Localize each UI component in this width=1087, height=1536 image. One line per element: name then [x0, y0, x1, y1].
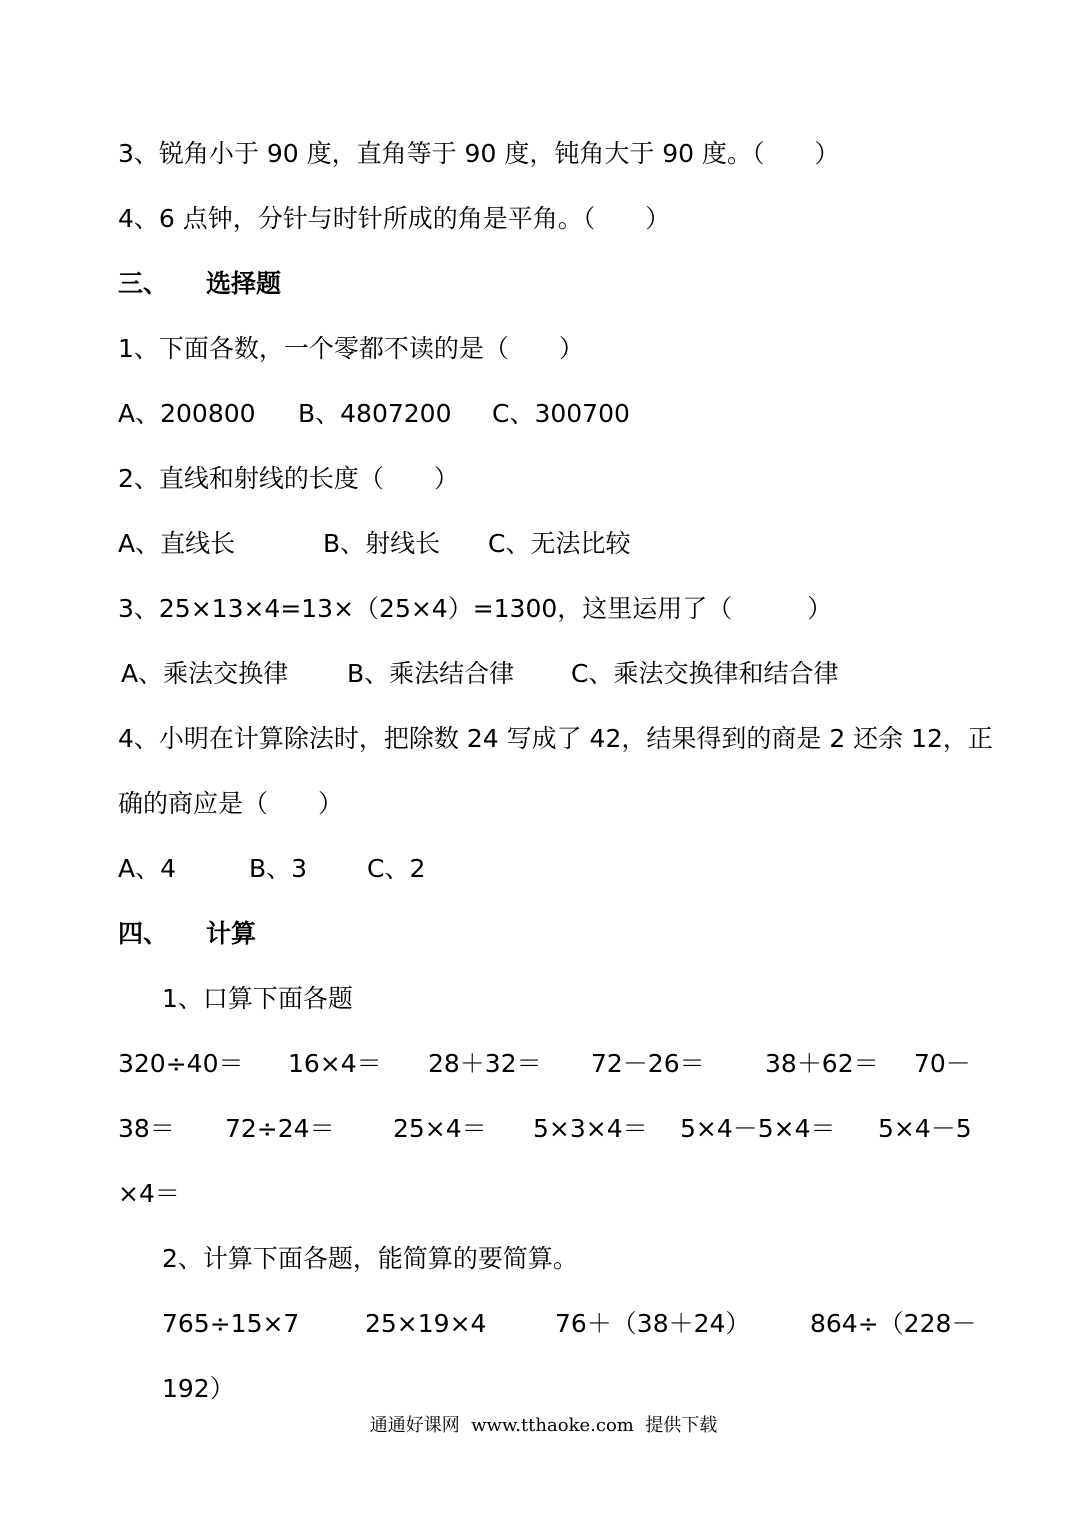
choice-q1-option-a: A、200800 — [118, 399, 256, 428]
choice-question-4-line2: 确的商应是（ ） — [118, 789, 344, 818]
choice-question-3: 3、25×13×4=13×（25×4）=1300，这里运用了（ ） — [118, 594, 833, 623]
choice-q2-option-a: A、直线长 — [118, 529, 236, 558]
oral-expr: 72÷24＝ — [225, 1114, 335, 1143]
oral-expr: 72－26＝ — [591, 1049, 705, 1078]
oral-expr: 25×4＝ — [393, 1114, 487, 1143]
choice-q4-option-a: A、4 — [118, 854, 177, 883]
choice-question-4-line1: 4、小明在计算除法时，把除数 24 写成了 42，结果得到的商是 2 还余 12，正 — [118, 724, 993, 753]
calc-expr: 76＋（38＋24） — [555, 1309, 751, 1338]
page-footer: 通通好课网 www.tthaoke.com 提供下载 — [369, 1415, 718, 1436]
calc-expr: 25×19×4 — [365, 1309, 487, 1338]
section-3-number: 三、 — [118, 269, 169, 298]
choice-q1-option-b: B、4807200 — [298, 399, 452, 428]
subsection-oral-calc: 1、口算下面各题 — [162, 984, 353, 1013]
oral-expr: 70－ — [914, 1049, 971, 1078]
choice-q3-option-b: B、乘法结合律 — [347, 659, 515, 688]
choice-q1-option-c: C、300700 — [492, 399, 630, 428]
oral-expr: ×4＝ — [118, 1179, 180, 1208]
oral-expr: 16×4＝ — [288, 1049, 382, 1078]
choice-question-1: 1、下面各数，一个零都不读的是（ ） — [118, 334, 584, 363]
choice-q2-option-c: C、无法比较 — [488, 529, 631, 558]
choice-question-2: 2、直线和射线的长度（ ） — [118, 464, 459, 493]
oral-expr: 38＝ — [118, 1114, 175, 1143]
judgement-question-3: 3、锐角小于 90 度，直角等于 90 度，钝角大于 90 度。（ ） — [118, 139, 840, 168]
calc-expr: 765÷15×7 — [162, 1309, 300, 1338]
choice-q3-option-c: C、乘法交换律和结合律 — [571, 659, 839, 688]
calc-expr: 192） — [162, 1374, 235, 1403]
choice-q4-option-b: B、3 — [249, 854, 308, 883]
calc-expr: 864÷（228－ — [810, 1309, 977, 1338]
subsection-written-calc: 2、计算下面各题，能简算的要简算。 — [162, 1244, 578, 1273]
oral-expr: 38＋62＝ — [765, 1049, 879, 1078]
judgement-question-4: 4、6 点钟，分针与时针所成的角是平角。（ ） — [118, 204, 671, 233]
oral-expr: 28＋32＝ — [428, 1049, 542, 1078]
choice-q3-option-a: A、乘法交换律 — [121, 659, 289, 688]
choice-q4-option-c: C、2 — [367, 854, 426, 883]
oral-expr: 320÷40＝ — [118, 1049, 244, 1078]
section-4-number: 四、 — [118, 919, 169, 948]
oral-expr: 5×3×4＝ — [533, 1114, 648, 1143]
section-4-title: 计算 — [206, 919, 257, 948]
oral-expr: 5×4－5×4＝ — [680, 1114, 836, 1143]
choice-q2-option-b: B、射线长 — [323, 529, 441, 558]
oral-expr: 5×4－5 — [878, 1114, 972, 1143]
section-3-title: 选择题 — [206, 269, 282, 298]
